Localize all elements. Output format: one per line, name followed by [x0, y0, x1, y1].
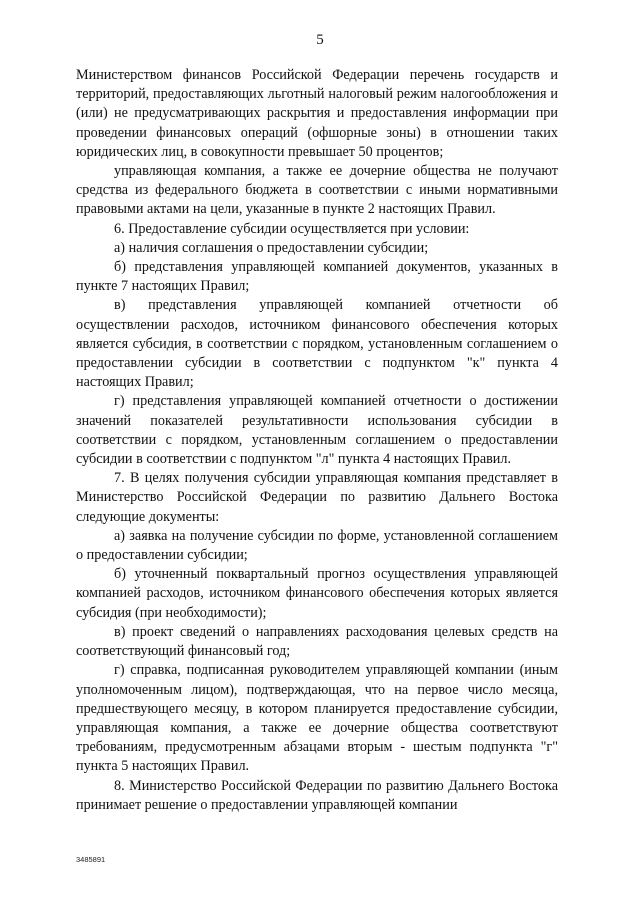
paragraph: а) наличия соглашения о предоставлении субсидии;	[114, 239, 429, 256]
paragraph: б) уточненный поквартальный прогноз осуществления управляющей компанией расходов, источником финансового обеспечения которых является субсидия (при необходимости);	[76, 566, 558, 621]
paragraph: 6. Предоставление субсидии осуществляется при условии:	[114, 220, 470, 237]
paragraph: 7. В целях получения субсидии управляющая компания представляет в Министерство Российской Федерации по развитию Дальнего Востока следующие документы:	[76, 470, 558, 525]
paragraph: управляющая компания, а также ее дочерние общества не получают средства из федерального бюджета в соответствии с иными нормативными правовыми актами на цели, указанные в пункте 2 настоящих Правил.	[76, 163, 558, 218]
paragraph: г) справка, подписанная руководителем управляющей компании (иным уполномоченным лицом), подтверждающая, что на первое число месяца, предшествующего месяцу, в котором планируется предоставление субсидии, управляющая компания, а также ее дочерние общества соответствуют требованиям, предусмотренным абзацами вторым - шестым подпункта "г" пункта 5 настоящих Правил.	[76, 662, 558, 775]
paragraph: а) заявка на получение субсидии по форме, установленной соглашением о предоставлении субсидии;	[76, 527, 558, 564]
paragraph: в) представления управляющей компанией отчетности об осуществлении расходов, источником финансового обеспечения которых является субсидия, в соответствии с порядком, установленным соглашением о предоставлении субсидии в соответствии с подпунктом "к" пункта 4 настоящих Правил;	[76, 297, 558, 391]
page-number: 5	[316, 32, 324, 48]
document-body	[76, 66, 558, 815]
document-code: 3485891	[76, 855, 106, 864]
paragraph: в) проект сведений о направлениях расходования целевых средств на соответствующий финансовый год;	[76, 623, 558, 660]
paragraph: 8. Министерство Российской Федерации по развитию Дальнего Востока принимает решение о предоставлении управляющей компании	[76, 777, 558, 813]
paragraph: Министерством финансов Российской Федерации перечень государств и территорий, предоставляющих льготный налоговый режим налогообложения и (или) не предусматривающих раскрытия и предоставления информации при проведении финансовых операций (офшорные зоны) в отношении таких юридических лиц, в совокупности превышает 50 процентов;	[76, 67, 558, 160]
paragraph: г) представления управляющей компанией отчетности о достижении значений показателей результативности использования субсидии в соответствии с порядком, установленным соглашением о предоставлении субсидии в соответствии с подпунктом "л" пункта 4 настоящих Правил.	[76, 393, 558, 468]
paragraph: б) представления управляющей компанией документов, указанных в пункте 7 настоящих Правил;	[76, 259, 558, 295]
